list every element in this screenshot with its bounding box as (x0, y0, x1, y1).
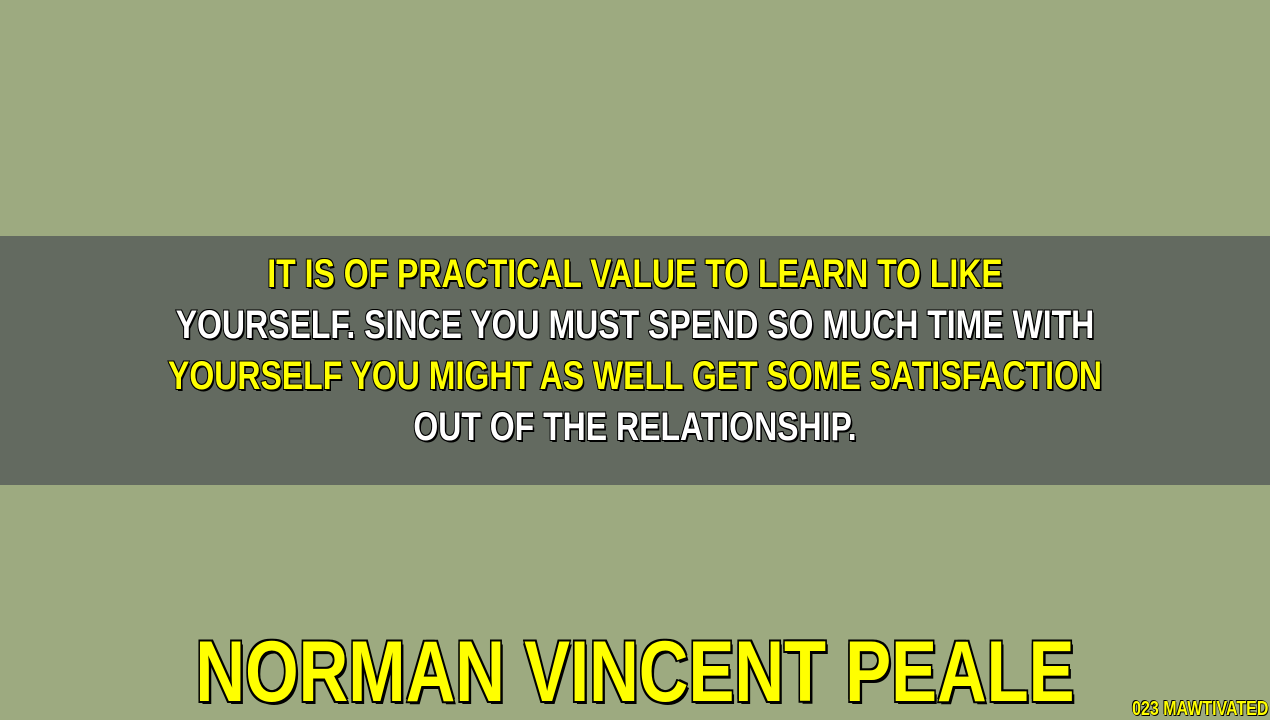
quote-line-3: YOURSELF YOU MIGHT AS WELL GET SOME SATISFACTION (168, 354, 1102, 398)
watermark: 023 MAWTIVATED (1131, 698, 1268, 720)
quote-line-4: OUT OF THE RELATIONSHIP. (413, 405, 857, 449)
author-name: NORMAN VINCENT PEALE (195, 624, 1075, 720)
quote-line-2: YOURSELF. SINCE YOU MUST SPEND SO MUCH TIME WITH (175, 303, 1095, 347)
quote-line-1: IT IS OF PRACTICAL VALUE TO LEARN TO LIKE (267, 252, 1003, 296)
